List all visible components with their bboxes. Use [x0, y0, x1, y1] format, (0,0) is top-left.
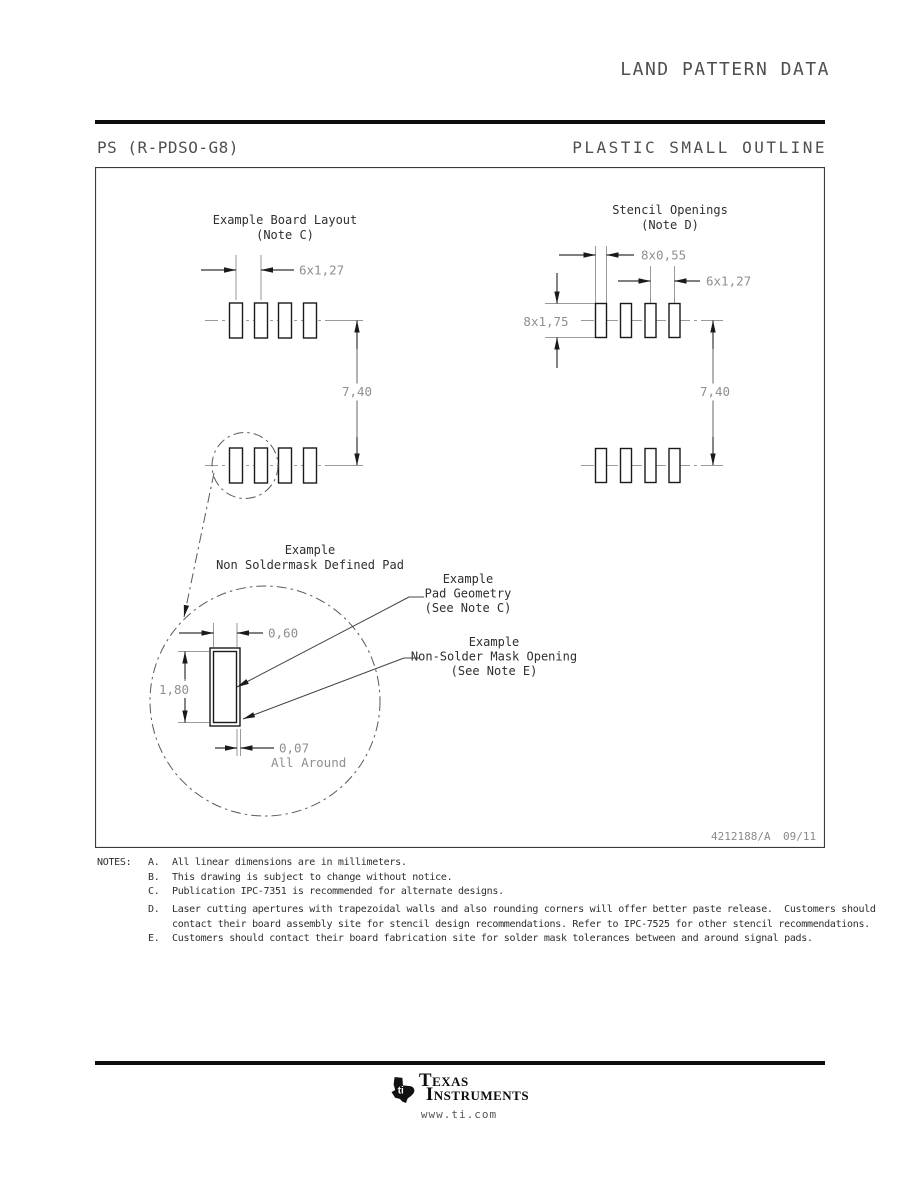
stencil-opening — [621, 449, 632, 483]
top-rule — [95, 120, 825, 124]
board-pitch-dim: 6x1,27 — [299, 262, 345, 278]
detail-leader — [184, 473, 214, 617]
pad-geometry-label-line3: (See Note C) — [424, 601, 512, 615]
pad-width-dim: 0,60 — [268, 625, 299, 641]
ti-texas-logo-icon — [389, 1076, 415, 1104]
note-text: Laser cutting apertures with trapezoidal walls and also rounding corners will offer better paste release. Customers should — [172, 904, 876, 915]
stencil-row-spacing-dim: 7,40 — [699, 384, 731, 399]
detail-caption-line1: Example — [284, 543, 336, 557]
bottom-rule — [95, 1061, 825, 1065]
svg-text:ti: ti — [397, 1085, 404, 1097]
board-pad — [230, 303, 243, 338]
pad-detail-view — [150, 543, 577, 816]
stencil-pitch-dim: 6x1,27 — [706, 273, 752, 289]
mask-opening-label-line2: Non-Solder Mask Opening — [410, 649, 578, 664]
board-layout-subtitle: (Note C) — [256, 228, 314, 242]
note-item-d — [97, 903, 897, 918]
note-letter: E. — [148, 933, 160, 944]
mask-gap-dim: 0,07 — [279, 740, 310, 756]
stencil-opening — [645, 304, 656, 338]
note-item-d-continued: contact their board assembly site for stencil design recommendations. Refer to IPC-7525 for other stencil recommendations. — [172, 918, 870, 930]
pad-geometry-leader — [237, 597, 409, 687]
stencil-opening — [596, 449, 607, 483]
board-pad — [230, 448, 243, 483]
pad-geometry-label-line1: Example — [442, 572, 494, 586]
package-code: PS (R-PDSO-G8) — [97, 138, 239, 157]
note-item-b — [97, 871, 897, 886]
board-pad — [279, 303, 292, 338]
board-layout-view — [184, 213, 374, 617]
note-item-a — [97, 856, 897, 871]
stencil-opening-width-dim: 8x0,55 — [641, 247, 687, 263]
detail-caption-line2: Non Soldermask Defined Pad — [216, 558, 404, 572]
board-layout-title: Example Board Layout — [212, 213, 358, 227]
doc-title: LAND PATTERN DATA — [620, 59, 830, 80]
mask-opening-label-line3: (See Note E) — [450, 664, 538, 678]
ti-wordmark — [418, 1070, 530, 1105]
ti-logo-block — [389, 1070, 530, 1121]
drawing-doc-number: 4212188/A — [711, 830, 771, 843]
stencil-opening — [669, 449, 680, 483]
ti-wordmark-line1: Texas — [418, 1070, 469, 1091]
pad-geometry-rect — [214, 652, 237, 723]
land-pattern-drawing — [95, 167, 825, 848]
stencil-openings-view — [523, 203, 751, 483]
stencil-opening-height-dim: 8x1,75 — [523, 314, 569, 329]
note-text: This drawing is subject to change without notice. — [172, 871, 453, 883]
notes-heading: NOTES: — [97, 857, 132, 868]
note-item-c — [97, 885, 897, 900]
note-item-e — [97, 932, 897, 947]
stencil-opening — [669, 304, 680, 338]
stencil-title: Stencil Openings — [612, 203, 728, 217]
stencil-subtitle: (Note D) — [641, 218, 699, 232]
ti-wordmark-line2: Instruments — [425, 1084, 530, 1105]
drawing-svg — [95, 167, 825, 848]
note-text: Publication IPC-7351 is recommended for alternate designs. — [172, 886, 504, 897]
board-pad — [279, 448, 292, 483]
ti-website-url: www.ti.com — [420, 1108, 498, 1121]
board-pad — [255, 303, 268, 338]
pad-geometry-label-line2: Pad Geometry — [424, 586, 512, 601]
note-letter: B. — [148, 871, 160, 883]
package-type: PLASTIC SMALL OUTLINE — [572, 138, 827, 157]
stencil-opening — [621, 304, 632, 338]
drawing-doc-date: 09/11 — [783, 830, 817, 843]
board-row-spacing-dim: 7,40 — [341, 384, 373, 399]
stencil-opening — [645, 449, 656, 483]
board-pad — [255, 448, 268, 483]
note-letter: D. — [148, 904, 160, 915]
mask-gap-note: All Around — [271, 755, 347, 770]
note-text: All linear dimensions are in millimeters. — [172, 857, 407, 868]
pad-height-dim: 1,80 — [158, 682, 190, 697]
mask-opening-label-line1: Example — [468, 635, 520, 649]
note-letter: A. — [148, 857, 160, 868]
stencil-opening — [596, 304, 607, 338]
notes-section — [97, 856, 897, 947]
note-letter: C. — [148, 886, 160, 897]
board-pad — [304, 303, 317, 338]
board-pad — [304, 448, 317, 483]
note-text: Customers should contact their board fabrication site for solder mask tolerances between and around signal pads. — [172, 933, 813, 944]
